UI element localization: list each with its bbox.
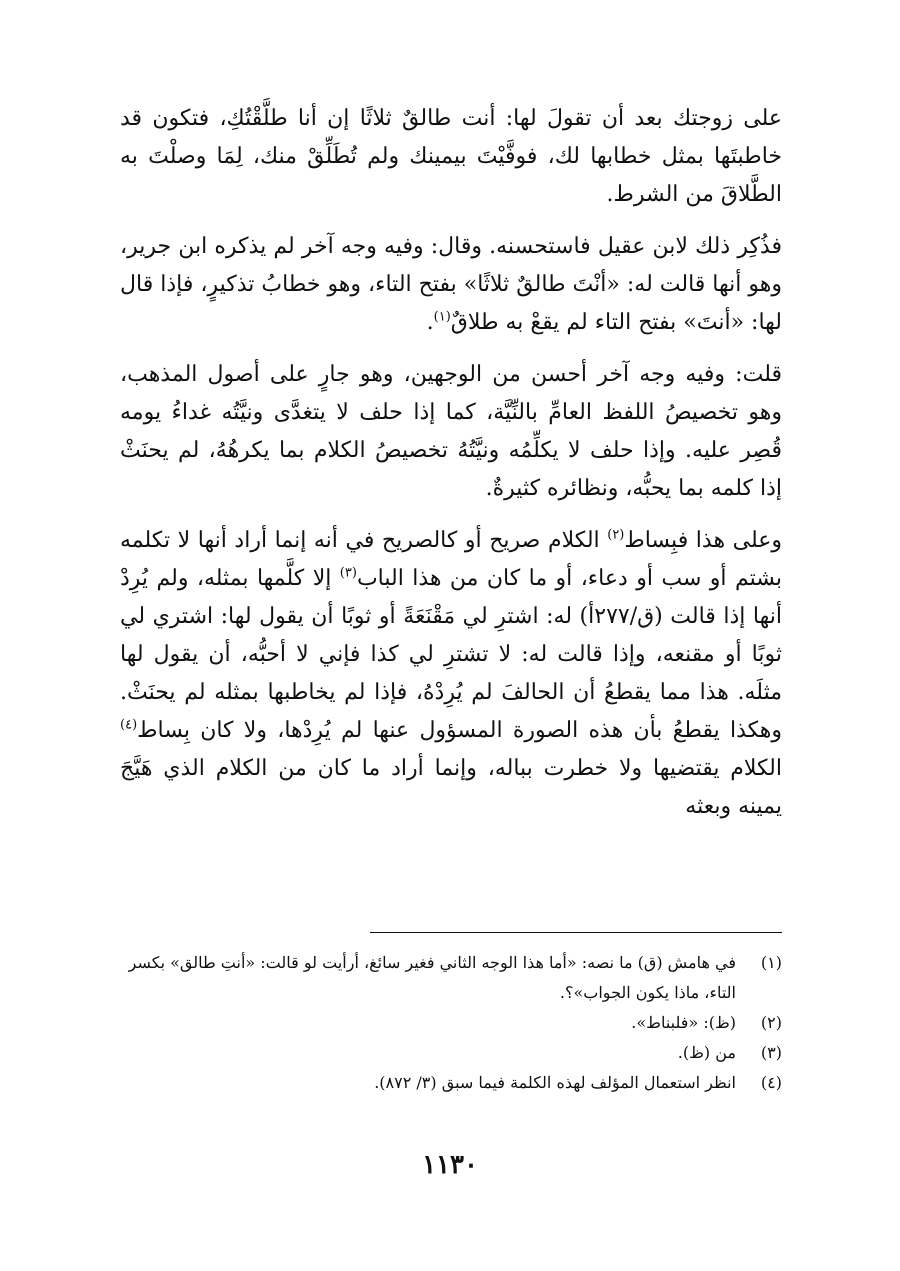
paragraph bbox=[120, 100, 782, 214]
paragraph-text: على زوجتك بعد أن تقولَ لها: أنت طالقٌ ثلاثًا إن أنا طلَّقْتُكِ، فتكون قد خاطبتَها بمثل خطابها لك، فوفَّيْتَ بيمينك ولم تُطَلِّقْ منك، لِمَا وصلْتَ به الطَّلاقَ من الشرط. bbox=[120, 106, 782, 207]
paragraph-text: الكلام صريح أو كالصريح في أنه إنما أراد أنها لا تكلمه بشتم أو سب أو دعاء، أو ما كان من هذا الباب bbox=[120, 528, 782, 591]
footnote-number: (٤) bbox=[760, 1073, 782, 1092]
paragraph-text: قلت: وفيه وجه آخر أحسن من الوجهين، وهو جارٍ على أصول المذهب، وهو تخصيصُ اللفظ العامِّ بالنِّيَّة، كما إذا حلف لا يتغدَّى ونيَّتُه غداءُ يومه قُصِر عليه. وإذا حلف لا يكلِّمُه ونيَّتُهُ تخصيصُ الكلام بما يكرهُهُ، لم يحنَثْ إذا كلمه بما يحبُّه، ونظائره كثيرةٌ. bbox=[120, 362, 783, 501]
paragraph bbox=[120, 522, 782, 826]
paragraph-text: وعلى هذا فبِساط bbox=[624, 528, 782, 553]
paragraph bbox=[120, 356, 782, 508]
footnote-reference: (١) bbox=[433, 309, 451, 325]
footnote-text: في هامش (ق) ما نصه: «أما هذا الوجه الثاني فغير سائغ، أرأيت لو قالت: «أنتِ طالق» بكسر التاء، ماذا يكون الجواب»؟. bbox=[128, 953, 736, 1002]
footnote-reference: (٢) bbox=[607, 527, 625, 543]
paragraph bbox=[120, 228, 782, 342]
footnote bbox=[120, 1068, 782, 1098]
footnote-number: (١) bbox=[760, 953, 782, 972]
footnote bbox=[120, 948, 782, 1008]
main-text bbox=[120, 100, 782, 840]
footnote bbox=[120, 1008, 782, 1038]
footnote-text: (ظ): «فلبناط». bbox=[631, 1013, 736, 1032]
footnote-text: انظر استعمال المؤلف لهذه الكلمة فيما سبق (٣/ ٨٧٢). bbox=[374, 1073, 736, 1092]
footnotes bbox=[120, 948, 782, 1098]
paragraph-text: فذُكِر ذلك لابن عقيل فاستحسنه. وقال: وفيه وجه آخر لم يذكره ابن جرير، وهو أنها قالت له: «أنْتَ طالقٌ ثلاثًا» بفتح التاء، وهو خطابُ تذكيرٍ، فإذا قال لها: «أنتَ» بفتح التاء لم يقعْ به طلاقٌ bbox=[120, 234, 782, 335]
footnote-number: (٣) bbox=[760, 1043, 782, 1062]
page-number: ١١٣٠ bbox=[422, 1150, 478, 1180]
paragraph-text: . bbox=[426, 310, 434, 335]
paragraph-text: إلا كلَّمها بمثله، ولم يُرِدْ أنها إذا قالت (ق/٢٧٧أ) له: اشترِ لي مَقْنَعَةً أو ثوبًا أن يقول لها: اشتري لي ثوبًا أو مقنعه، وإذا قالت له: لا تشترِ لي كذا فإني لا أحبُّه، أن يقول لها مثلَه. هذا مما يقطعُ أن الحالفَ لم يُرِدْهُ، فإذا لم يخاطبها بمثله لم يحنَثْ. وهكذا يقطعُ بأن هذه الصورة المسؤول عنها لم يُرِدْها، ولا كان بِساط bbox=[120, 566, 782, 743]
footnote-divider bbox=[370, 932, 782, 933]
footnote-reference: (٤) bbox=[120, 717, 138, 733]
footnote bbox=[120, 1038, 782, 1068]
footnote-number: (٢) bbox=[760, 1013, 782, 1032]
footnote-text: من (ظ). bbox=[677, 1043, 736, 1062]
paragraph-text: الكلام يقتضيها ولا خطرت بباله، وإنما أراد ما كان من الكلام الذي هَيَّجَ يمينه وبعثه bbox=[120, 756, 782, 819]
footnote-reference: (٣) bbox=[339, 565, 357, 581]
